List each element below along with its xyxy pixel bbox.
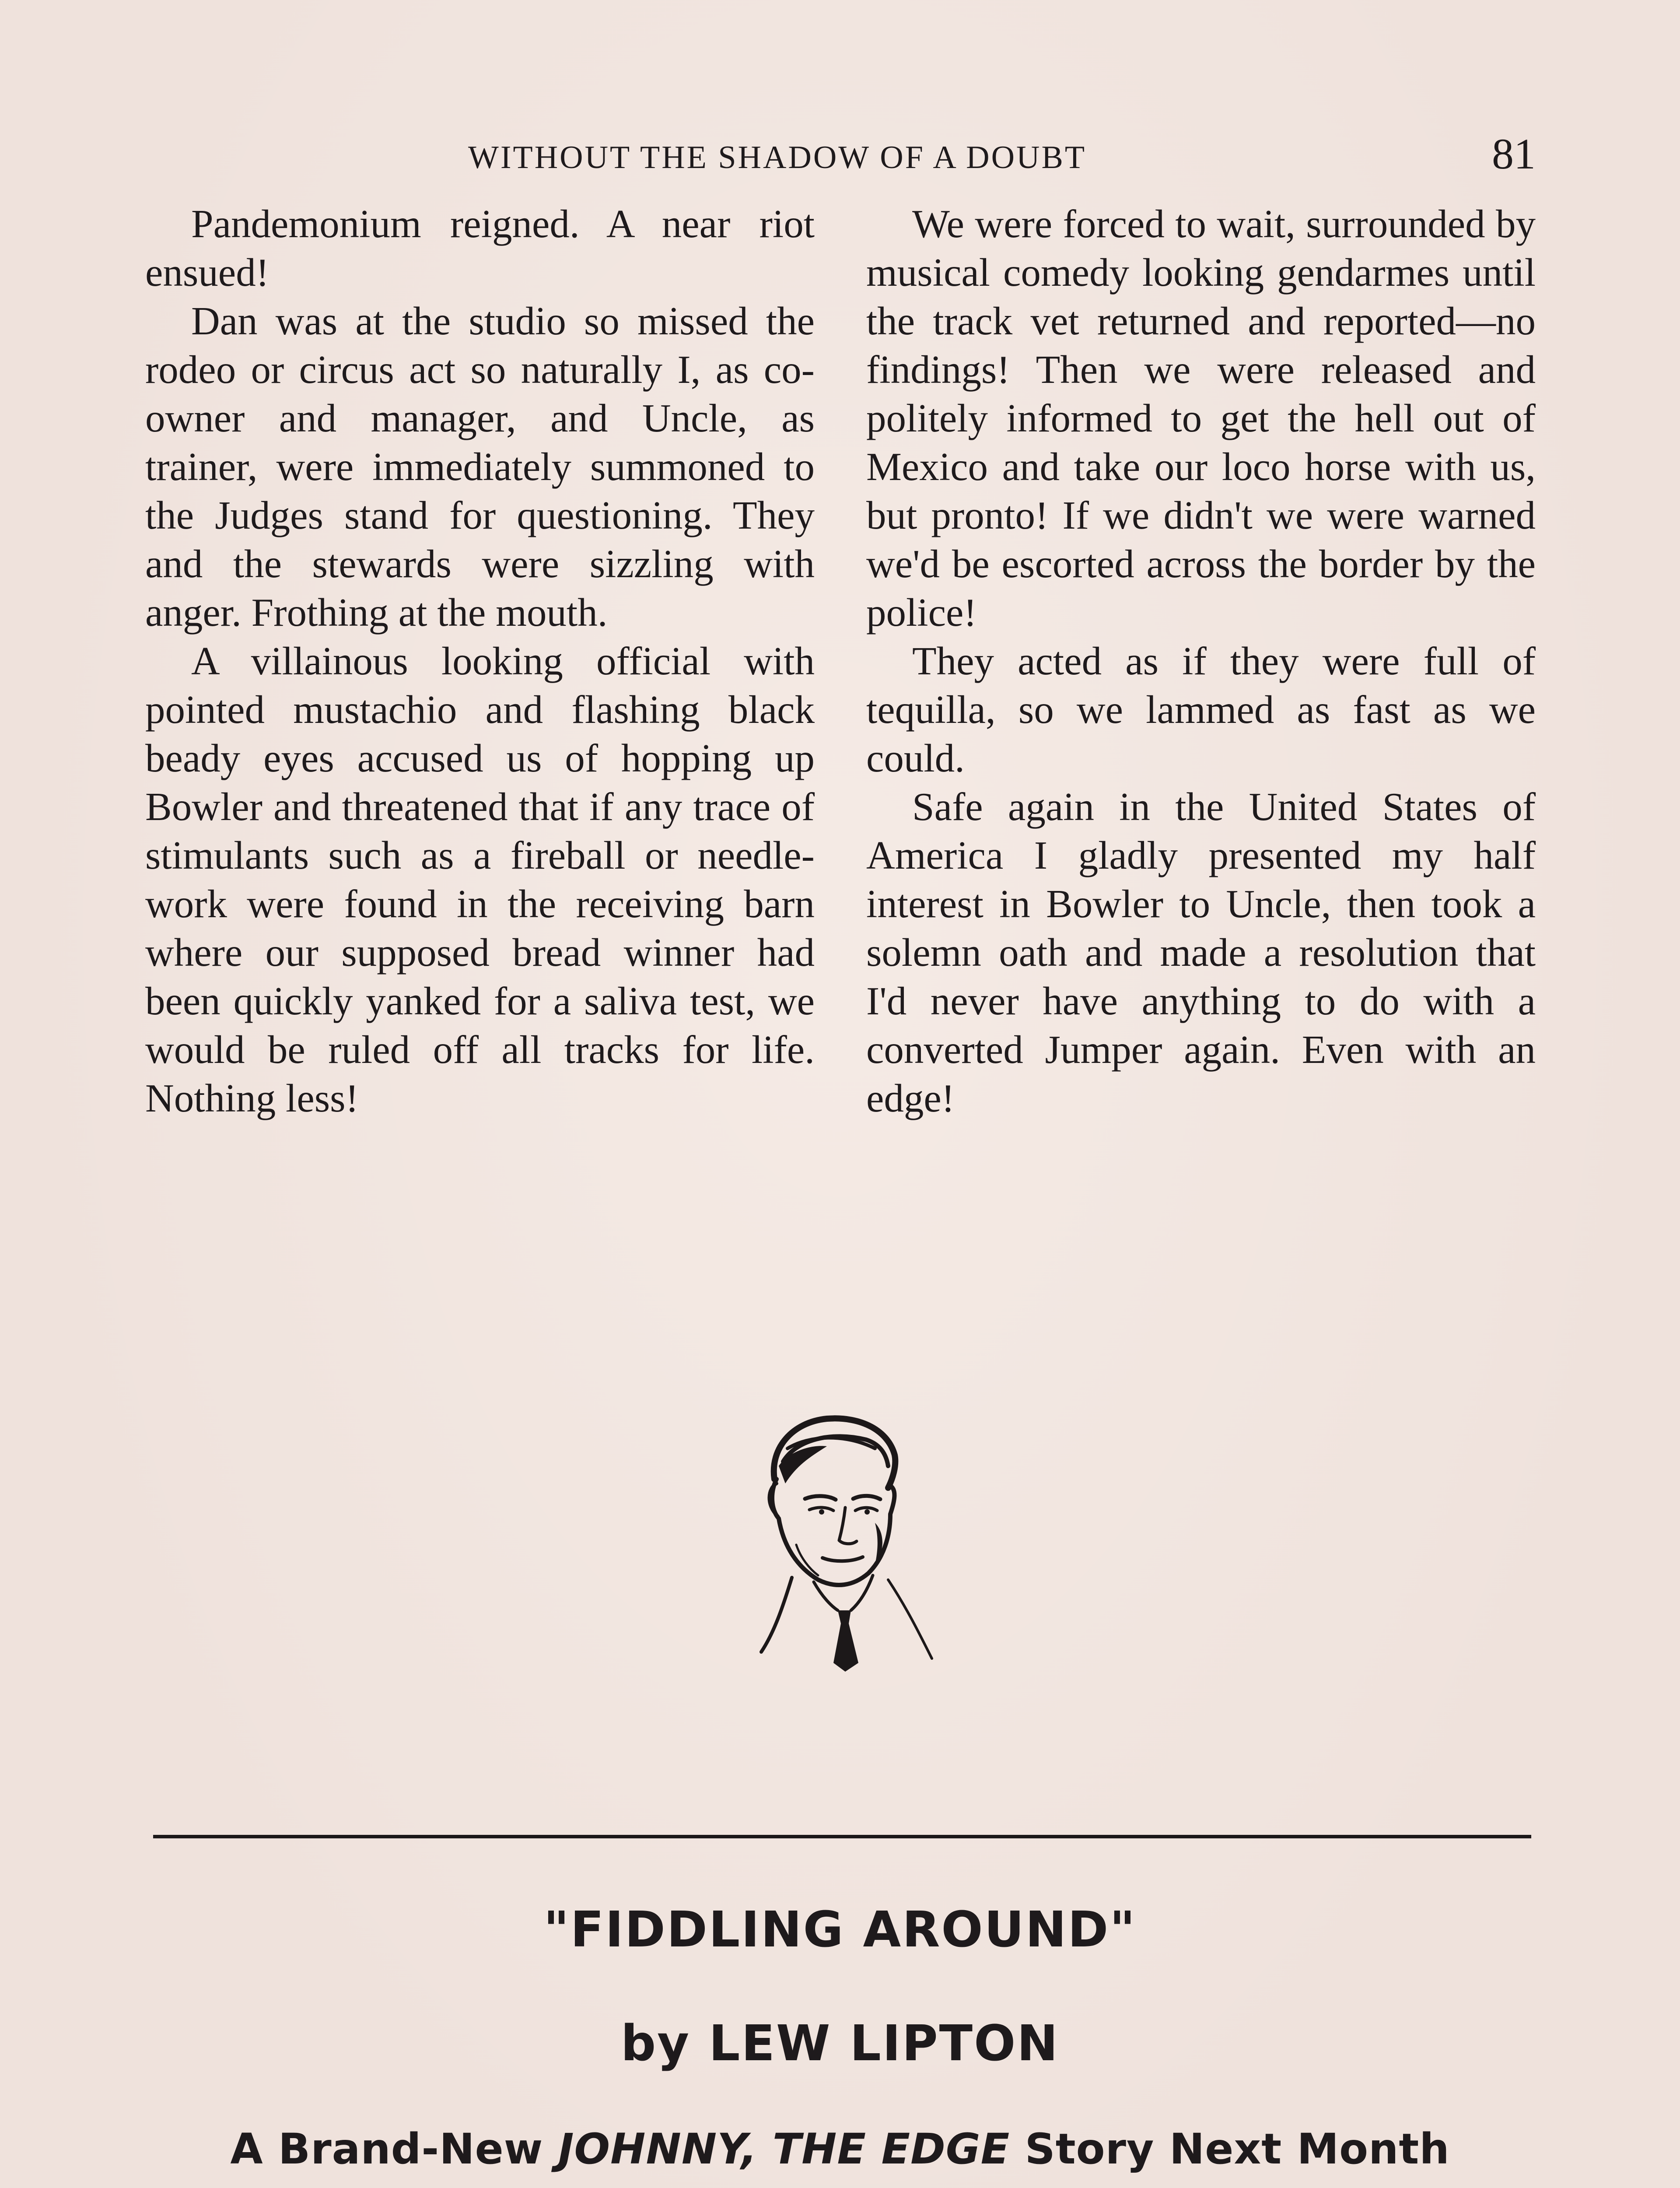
- running-title: WITHOUT THE SHADOW OF A DOUBT: [468, 140, 1087, 175]
- paragraph: Safe again in the United States of America I gladly presented my half interest in Bowler to Uncle, then took a solemn oath and made a resolution that I'd never have anything to do with a converted Jumper again. Even with an edge!: [866, 785, 1536, 1120]
- paragraph: They acted as if they were full of tequilla, so we lammed as fast as we could.: [866, 639, 1536, 780]
- notice-series-name: JOHNNY, THE EDGE: [558, 2125, 1010, 2174]
- author-portrait-sketch-icon: [744, 1413, 936, 1676]
- paragraph: We were forced to wait, surrounded by musical comedy looking gendarmes until the track vet returned and reported—no findings! Then we were released and politely informed to get the hell out of Mexico and take our loco horse with us, but pronto! If we didn't we were warned we'd be escorted across the border by the police!: [866, 202, 1536, 635]
- next-story-title: "FIDDLING AROUND": [543, 1901, 1137, 1958]
- paragraph: Dan was at the studio so missed the rodeo or circus act so naturally I, as co-owner and manager, and Uncle, as trainer, were immediately summoned to the Judges stand for questioning. They and the stewards were sizzling with anger. Frothing at the mouth.: [145, 299, 815, 635]
- next-story-author: by LEW LIPTON: [620, 2015, 1060, 2072]
- divider-rule: [153, 1835, 1531, 1838]
- next-month-notice: [0, 2125, 1680, 2174]
- paragraph: A villainous looking official with pointed mustachio and flashing black beady eyes accused us of hopping up Bowler and threatened that if any trace of stimulants such as a fireball or needle-work were found in the receiving barn where our supposed bread winner had been quickly yanked for a saliva test, we would be ruled off all tracks for life. Nothing less!: [145, 639, 815, 1120]
- notice-suffix: Story Next Month: [1010, 2125, 1450, 2174]
- page-number: 81: [1492, 130, 1536, 178]
- right-text-column: [866, 200, 1536, 1122]
- left-text-column: [145, 200, 815, 1122]
- notice-prefix: A Brand-New: [230, 2125, 558, 2174]
- paragraph: Pandemonium reigned. A near riot ensued!: [145, 202, 815, 295]
